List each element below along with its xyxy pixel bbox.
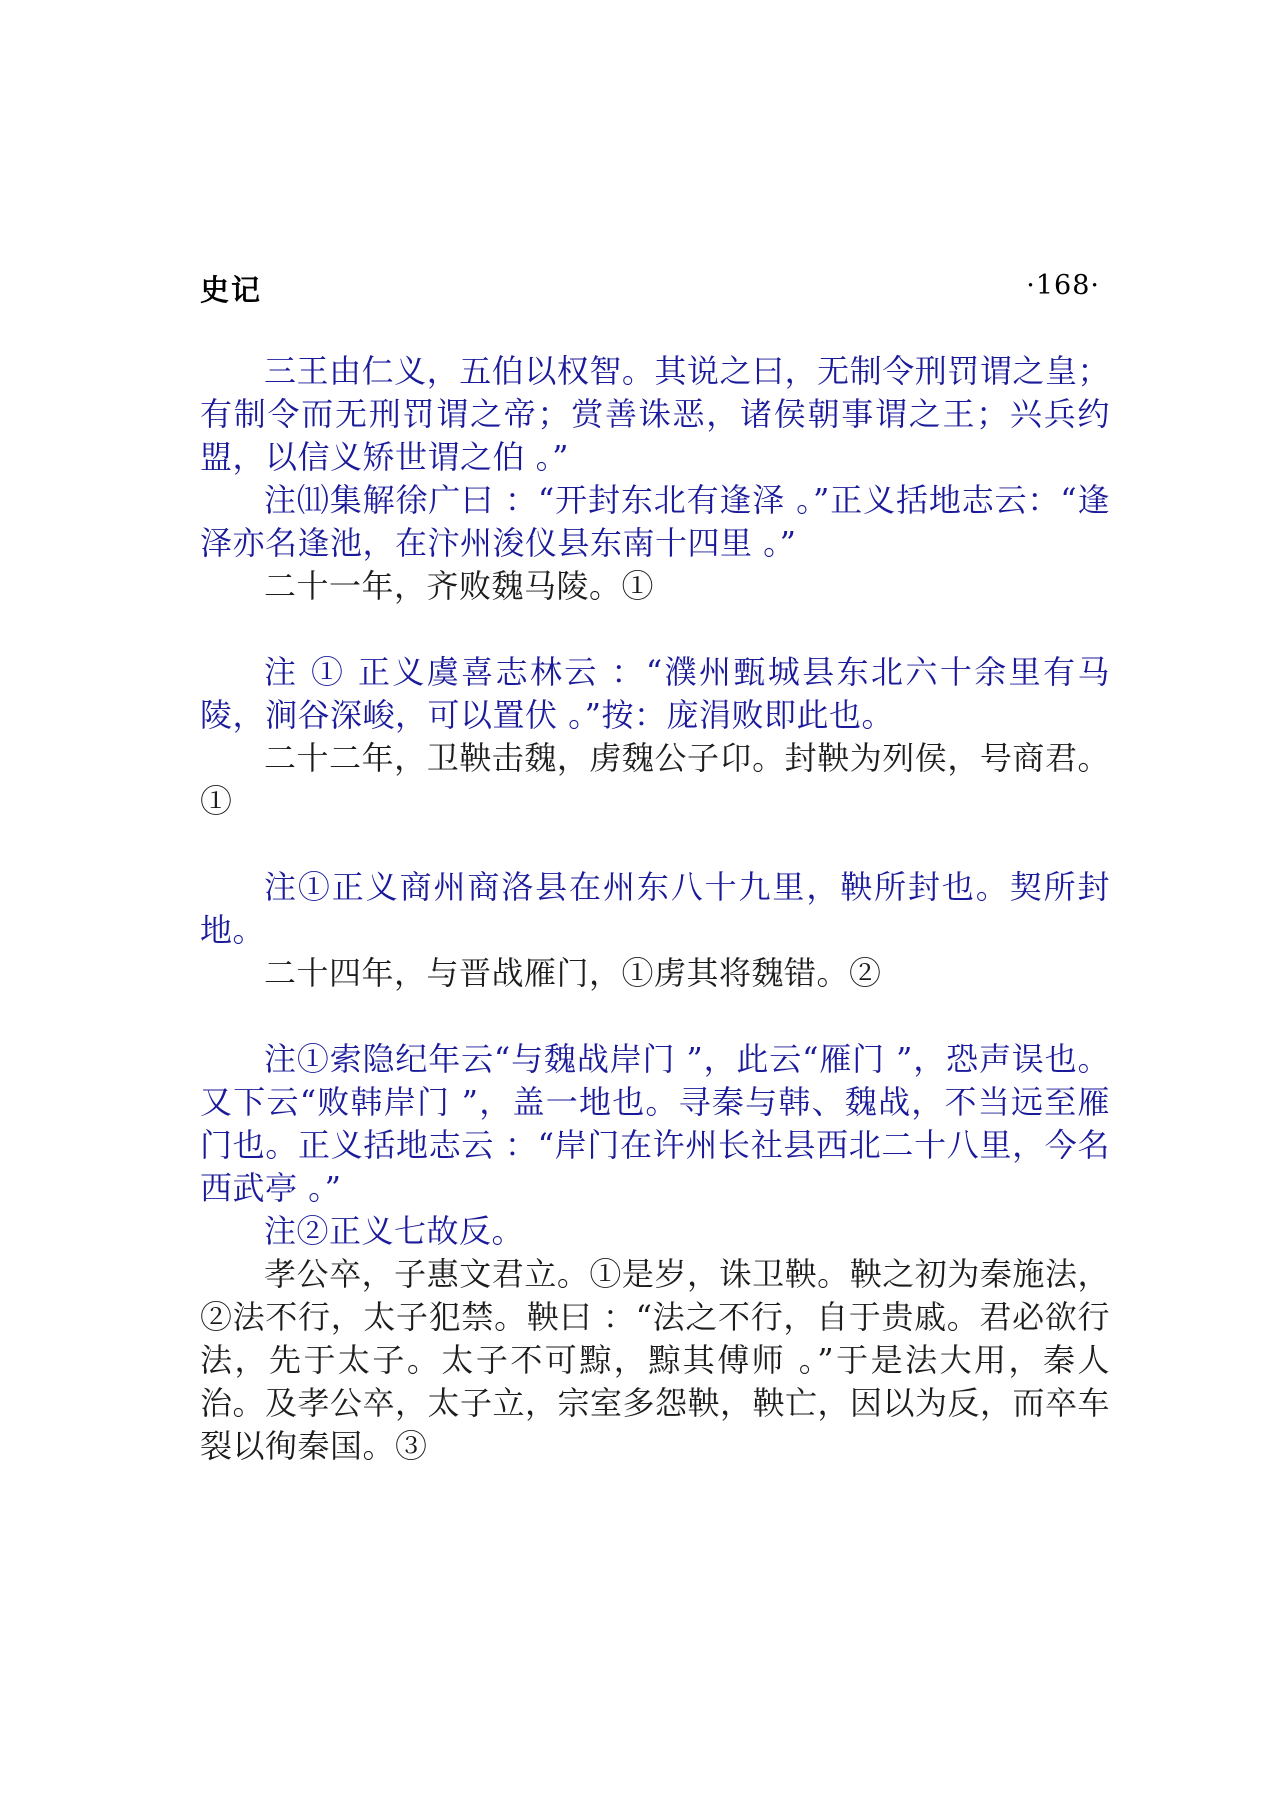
page-body (200, 350, 1110, 1468)
main-paragraph: 二十一年，齐败魏马陵。① (264, 567, 655, 605)
main-paragraph: 二十二年，卫鞅击魏，虏魏公子卬。封鞅为列侯，号商君。① (200, 739, 1110, 820)
note-paragraph: 注 ① 正义虞喜志林云 ：“濮州甄城县东北六十余里有马陵，涧谷深峻，可以置伏 。”按：庞涓败即此也。 (200, 653, 1110, 734)
note-paragraph: 注②正义七故反。 (264, 1212, 525, 1250)
main-paragraph: 孝公卒，子惠文君立。①是岁，诛卫鞅。鞅之初为秦施法，②法不行，太子犯禁。鞅曰 ：“法之不行，自于贵戚。君必欲行法，先于太子。太子不可黥，黥其傅师 。”于是法大用，秦人治。及孝公卒，太子立，宗室多怨鞅，鞅亡，因以为反，而卒车裂以徇秦国。③ (200, 1255, 1111, 1465)
note-paragraph: 注①索隐纪年云“与魏战岸门 ”，此云“雁门 ”，恐声误也。又下云“败韩岸门 ”，盖一地也。寻秦与韩、魏战，不当远至雁门也。正义括地志云 ：“岸门在许州长社县西北二十八里，今名西武亭 。” (200, 1040, 1110, 1207)
main-paragraph: 二十四年，与晋战雁门，①虏其将魏错。② (264, 954, 882, 992)
page-number: ·168· (1026, 270, 1100, 301)
note-paragraph: 注⑾集解徐广曰 ：“开封东北有逢泽 。”正义括地志云：“逢泽亦名逢池，在汴州浚仪县东南十四里 。” (200, 481, 1110, 562)
book-title: 史记 (200, 273, 263, 307)
page-header (200, 268, 1100, 308)
note-paragraph: 注①正义商州商洛县在州东八十九里，鞅所封也。契所封地。 (200, 868, 1110, 949)
note-paragraph: 三王由仁义，五伯以权智。其说之曰，无制令刑罚谓之皇；有制令而无刑罚谓之帝；赏善诛恶，诸侯朝事谓之王；兴兵约盟，以信义矫世谓之伯 。” (200, 352, 1110, 476)
